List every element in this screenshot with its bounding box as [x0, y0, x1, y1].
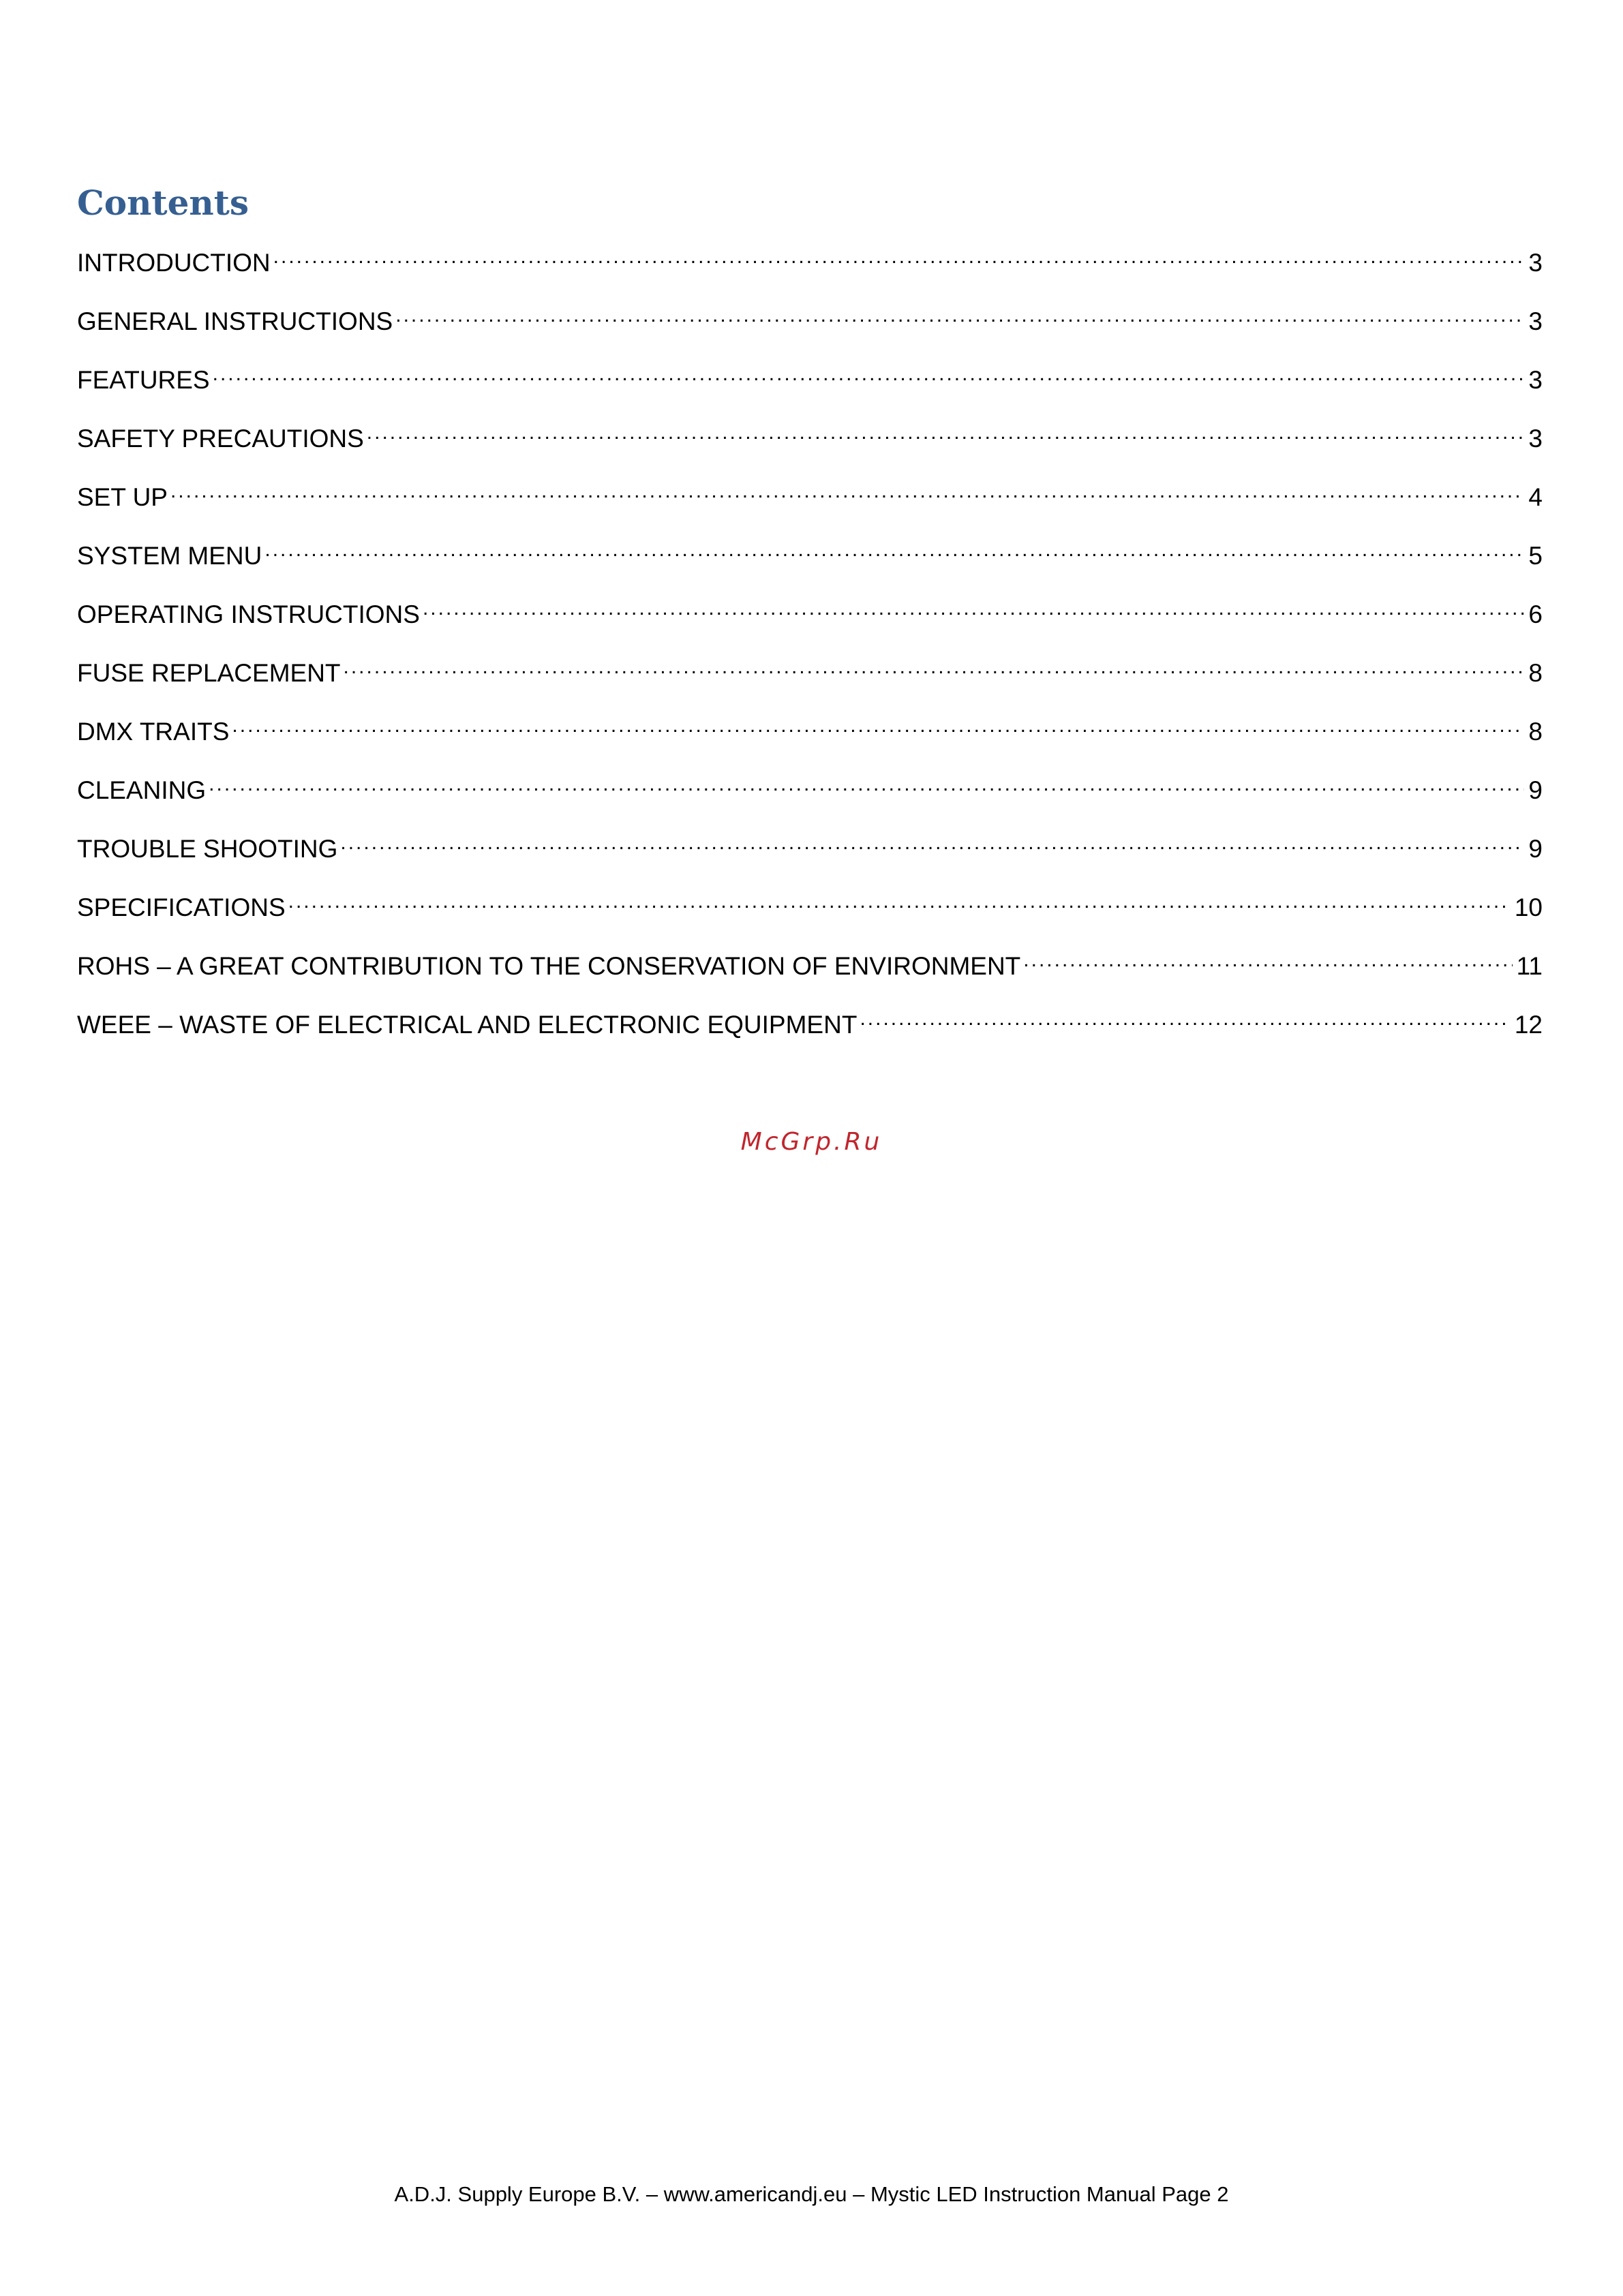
toc-entry-cleaning[interactable] [77, 763, 1543, 822]
toc-entry-label: OPERATING INSTRUCTIONS [77, 600, 420, 628]
toc-entry-label: WEEE – WASTE OF ELECTRICAL AND ELECTRONIC EQUIPMENT [77, 1011, 858, 1039]
toc-entry-label: ROHS – A GREAT CONTRIBUTION TO THE CONSERVATION OF ENVIRONMENT [77, 952, 1021, 980]
toc-entry-general-instructions[interactable] [77, 294, 1543, 353]
toc-entry-operating-instructions[interactable] [77, 587, 1543, 646]
toc-entry-page: 6 [1528, 600, 1543, 628]
toc-dot-leader [340, 822, 1524, 857]
toc-dot-leader [209, 763, 1524, 799]
toc-dot-leader [344, 646, 1525, 682]
toc-entry-page: 12 [1514, 1011, 1543, 1039]
toc-entry-page: 8 [1528, 659, 1543, 687]
toc-entry-page: 9 [1528, 835, 1543, 863]
toc-dot-leader [395, 294, 1524, 330]
toc-entry-trouble-shooting[interactable] [77, 822, 1543, 881]
toc-title: Contents [77, 183, 249, 223]
watermark-text: McGrp.Ru [740, 1128, 883, 1156]
toc-entry-page: 3 [1528, 366, 1543, 394]
toc-dot-leader [273, 236, 1525, 271]
toc-entry-fuse-replacement[interactable] [77, 646, 1543, 705]
toc-entry-page: 9 [1528, 776, 1543, 804]
toc-entry-label: GENERAL INSTRUCTIONS [77, 307, 393, 335]
toc-entry-label: SET UP [77, 483, 168, 511]
toc-entry-introduction[interactable] [77, 236, 1543, 294]
toc-entry-page: 4 [1528, 483, 1543, 511]
toc-entry-page: 5 [1528, 542, 1543, 570]
toc-dot-leader [264, 529, 1524, 564]
toc-entry-label: CLEANING [77, 776, 207, 804]
toc-dot-leader [170, 470, 1524, 506]
toc-entry-label: FEATURES [77, 366, 210, 394]
toc-dot-leader [288, 881, 1511, 916]
toc-entry-specifications[interactable] [77, 881, 1543, 939]
toc-dot-leader [232, 705, 1524, 740]
toc-entry-system-menu[interactable] [77, 529, 1543, 587]
toc-entry-label: TROUBLE SHOOTING [77, 835, 338, 863]
toc-entry-page: 3 [1528, 425, 1543, 453]
toc-entry-set-up[interactable] [77, 470, 1543, 529]
toc-list [77, 236, 1543, 1056]
toc-entry-page: 8 [1528, 718, 1543, 746]
toc-entry-label: DMX TRAITS [77, 718, 230, 746]
toc-dot-leader [367, 412, 1525, 447]
toc-entry-label: FUSE REPLACEMENT [77, 659, 341, 687]
toc-entry-label: SAFETY PRECAUTIONS [77, 425, 364, 453]
toc-entry-page: 3 [1528, 307, 1543, 335]
toc-entry-label: INTRODUCTION [77, 249, 271, 277]
toc-entry-rohs[interactable] [77, 939, 1543, 998]
toc-entry-dmx-traits[interactable] [77, 705, 1543, 763]
toc-entry-page: 10 [1514, 893, 1543, 921]
toc-entry-label: SPECIFICATIONS [77, 893, 286, 921]
page-footer: A.D.J. Supply Europe B.V. – www.americandj.eu – Mystic LED Instruction Manual Page 2 [394, 2182, 1229, 2206]
toc-entry-label: SYSTEM MENU [77, 542, 262, 570]
toc-entry-features[interactable] [77, 353, 1543, 412]
toc-dot-leader [213, 353, 1525, 388]
toc-dot-leader [860, 998, 1510, 1033]
toc-entry-page: 3 [1528, 249, 1543, 277]
toc-entry-weee[interactable] [77, 998, 1543, 1056]
toc-entry-page: 11 [1516, 952, 1543, 980]
toc-dot-leader [1023, 939, 1512, 975]
toc-entry-safety-precautions[interactable] [77, 412, 1543, 470]
toc-dot-leader [423, 587, 1524, 623]
